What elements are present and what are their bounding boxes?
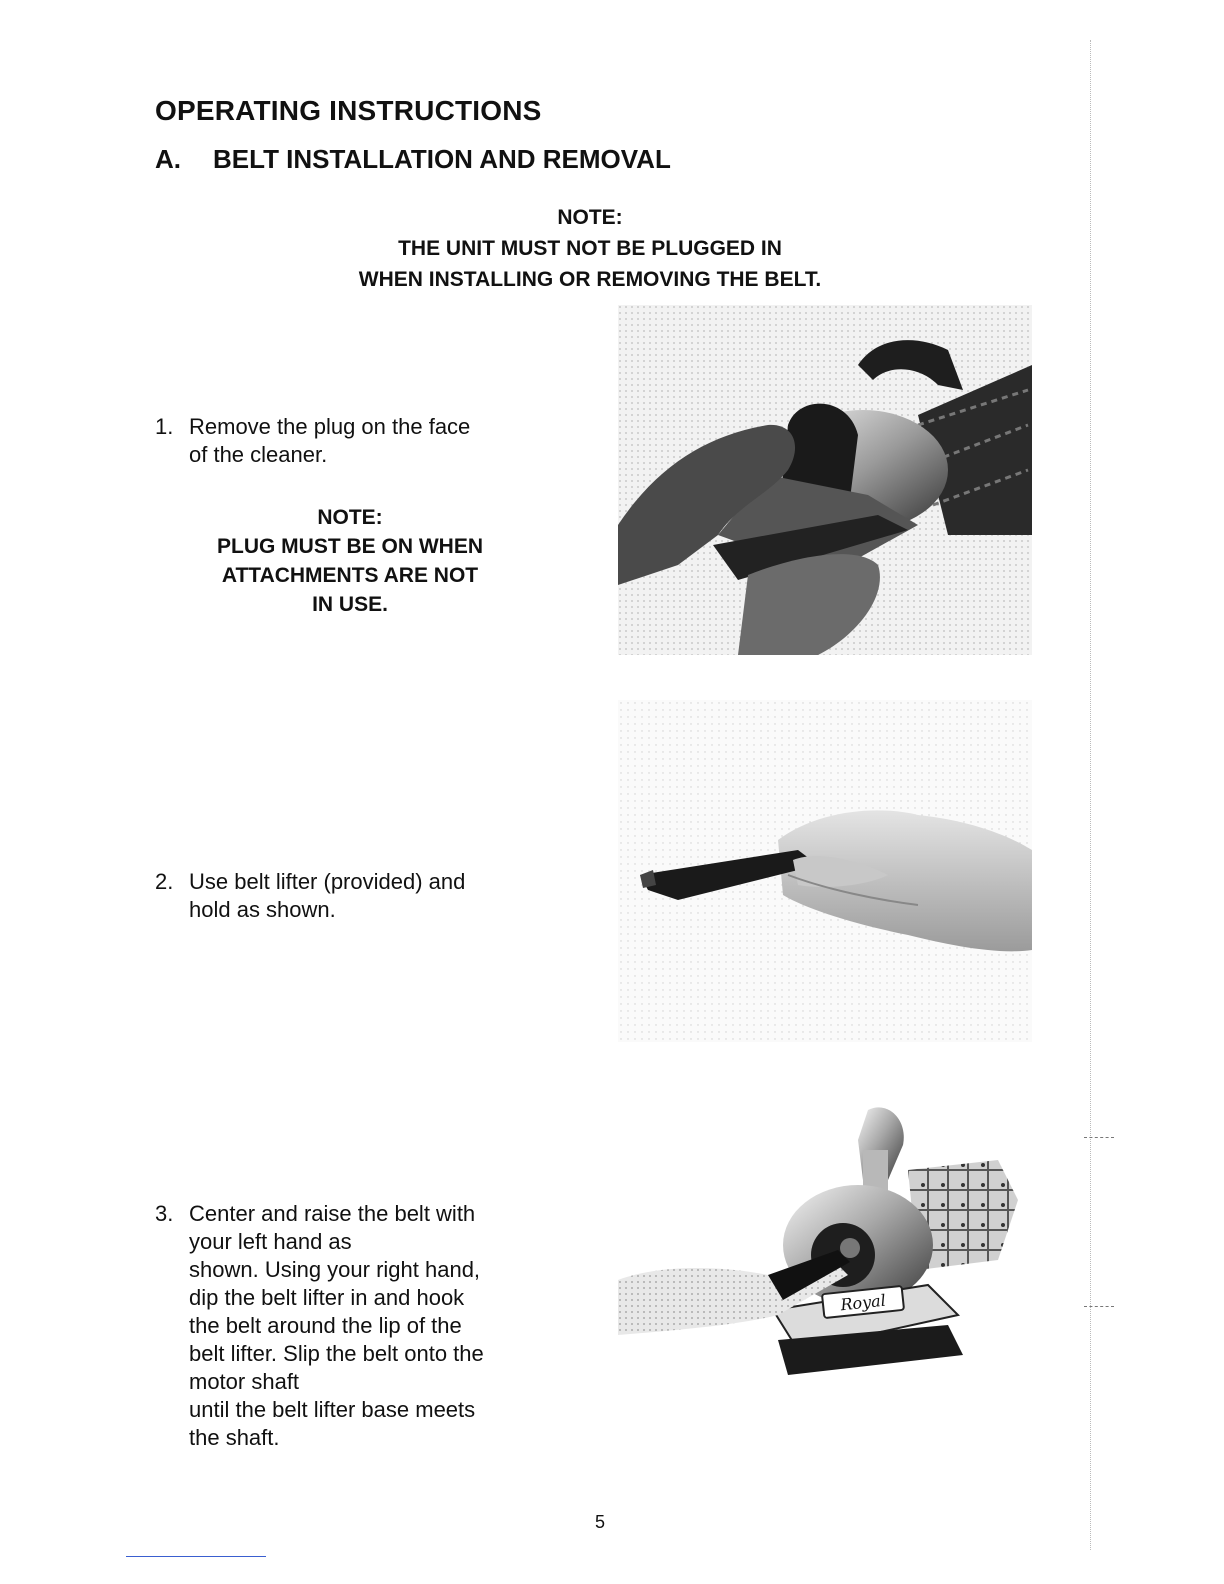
section-letter: A.: [155, 144, 181, 174]
note-line: ATTACHMENTS ARE NOT: [221, 564, 479, 587]
step-3: [155, 1200, 545, 1452]
page-number: 5: [594, 1512, 605, 1532]
note-line: PLUG MUST BE ON WHEN: [217, 535, 483, 558]
page-title: OPERATING INSTRUCTIONS: [155, 95, 542, 126]
plug-note: [175, 503, 525, 619]
note-label: NOTE:: [557, 206, 623, 229]
step-number: 1.: [155, 414, 174, 439]
step-line: your left hand as: [189, 1229, 352, 1254]
bottom-edge-line: [126, 1556, 266, 1557]
step-number: 3.: [155, 1201, 174, 1226]
section-heading: [155, 144, 671, 175]
step-1: [155, 413, 545, 469]
step-line: the shaft.: [189, 1425, 280, 1450]
note-line: WHEN INSTALLING OR REMOVING THE BELT.: [358, 268, 822, 291]
photo-install-belt: [618, 1100, 1032, 1390]
step-line: shown. Using your right hand,: [189, 1257, 481, 1282]
step-line: belt lifter. Slip the belt onto the: [189, 1341, 484, 1366]
step-line: Center and raise the belt with: [189, 1201, 476, 1226]
section-title: BELT INSTALLATION AND REMOVAL: [213, 144, 671, 174]
step-line: Remove the plug on the face: [189, 414, 471, 439]
step-line: dip the belt lifter in and hook: [189, 1285, 465, 1310]
step-line: Use belt lifter (provided) and: [189, 869, 466, 894]
scan-tick-mark: [1084, 1306, 1114, 1307]
note-line: IN USE.: [312, 593, 388, 616]
step-line: of the cleaner.: [189, 442, 328, 467]
note-label: NOTE:: [317, 506, 383, 529]
photo-remove-plug: [618, 305, 1032, 655]
note-line: THE UNIT MUST NOT BE PLUGGED IN: [398, 237, 782, 260]
step-line: the belt around the lip of the: [189, 1313, 462, 1338]
step-line: hold as shown.: [189, 897, 336, 922]
step-2: [155, 868, 545, 924]
unplug-warning-note: [260, 202, 920, 295]
royal-brand-text: Royal: [839, 1290, 887, 1315]
step-line: motor shaft: [189, 1369, 300, 1394]
step-number: 2.: [155, 869, 174, 894]
scan-tick-mark: [1084, 1137, 1114, 1138]
scan-edge-rule: [1090, 40, 1091, 1550]
step-line: until the belt lifter base meets: [189, 1397, 476, 1422]
photo-belt-lifter: [618, 700, 1032, 1042]
